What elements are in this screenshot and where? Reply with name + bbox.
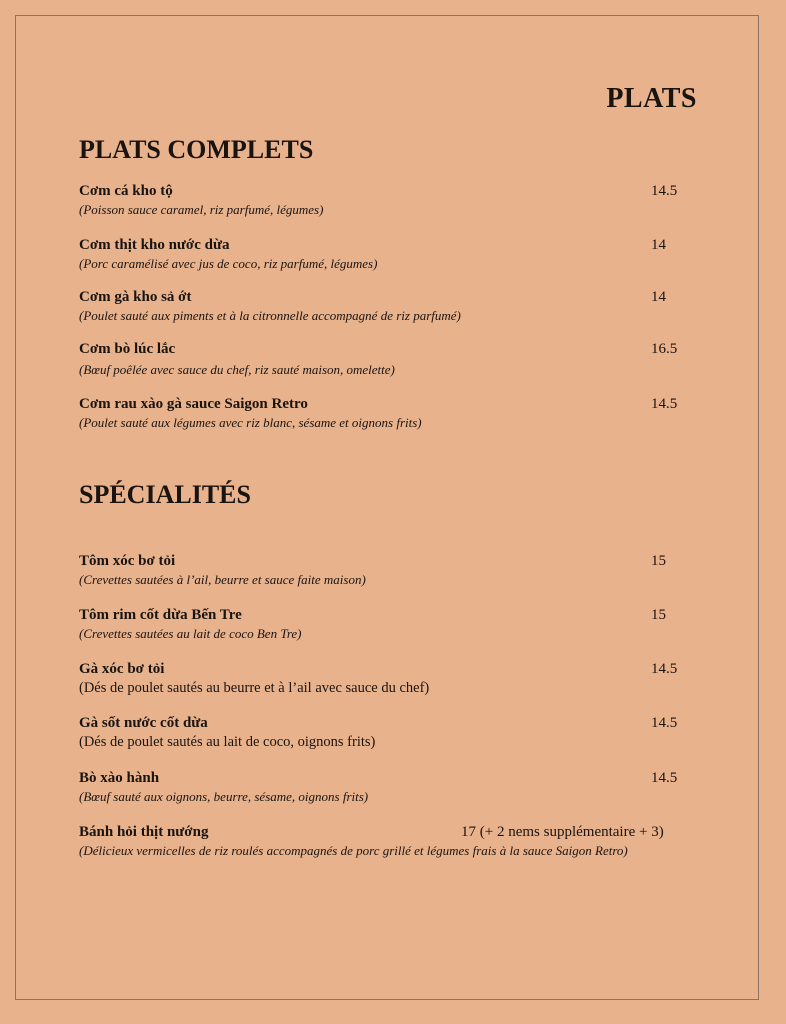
dish-price: 14.5 bbox=[651, 770, 678, 786]
dish-description: (Dés de poulet sautés au lait de coco, oignons frits) bbox=[79, 734, 376, 750]
dish-price: 14 bbox=[651, 289, 666, 305]
dish-name: Bánh hỏi thịt nướng bbox=[79, 824, 209, 840]
dish-description: (Dés de poulet sautés au beurre et à l’ail avec sauce du chef) bbox=[79, 680, 430, 696]
dish-name: Cơm thịt kho nước dừa bbox=[79, 237, 230, 253]
menu-item bbox=[79, 236, 704, 273]
menu-item bbox=[79, 660, 704, 697]
dish-description: (Poisson sauce caramel, riz parfumé, légumes) bbox=[79, 202, 324, 217]
dish-name: Tôm rim cốt dừa Bến Tre bbox=[79, 607, 242, 623]
menu-item bbox=[79, 288, 704, 325]
dish-name: Cơm bò lúc lắc bbox=[79, 341, 176, 357]
dish-name: Cơm cá kho tộ bbox=[79, 183, 173, 199]
dish-price: 14 bbox=[651, 237, 666, 253]
menu-item bbox=[79, 340, 704, 379]
dish-description: (Poulet sauté aux piments et à la citronnelle accompagné de riz parfumé) bbox=[79, 308, 461, 323]
dish-price: 16.5 bbox=[651, 341, 678, 357]
dish-name: Tôm xóc bơ tỏi bbox=[79, 553, 176, 569]
page-title: PLATS bbox=[606, 83, 697, 114]
dish-description: (Bœuf sauté aux oignons, beurre, sésame, oignons frits) bbox=[79, 789, 369, 804]
dish-description: (Bœuf poêlée avec sauce du chef, riz sauté maison, omelette) bbox=[79, 362, 395, 377]
dish-price: 14.5 bbox=[651, 183, 678, 199]
dish-description: (Délicieux vermicelles de riz roulés accompagnés de porc grillé et légumes frais à la sauce Saigon Retro) bbox=[79, 843, 628, 858]
dish-price: 15 bbox=[651, 553, 666, 569]
dish-price: 14.5 bbox=[651, 396, 678, 412]
menu-item bbox=[79, 823, 704, 860]
menu-item bbox=[79, 395, 704, 432]
dish-name: Cơm gà kho sả ớt bbox=[79, 289, 192, 305]
dish-price: 14.5 bbox=[651, 661, 678, 677]
dish-name: Cơm rau xào gà sauce Saigon Retro bbox=[79, 396, 308, 412]
section-title-plats-complets: PLATS COMPLETS bbox=[79, 135, 314, 164]
menu-item bbox=[79, 714, 704, 751]
menu-item bbox=[79, 182, 704, 219]
dish-price: 17 (+ 2 nems supplémentaire + 3) bbox=[461, 824, 664, 840]
dish-description: (Crevettes sautées à l’ail, beurre et sauce faite maison) bbox=[79, 572, 366, 587]
dish-description: (Porc caramélisé avec jus de coco, riz parfumé, légumes) bbox=[79, 256, 378, 271]
dish-price: 14.5 bbox=[651, 715, 678, 731]
dish-description: (Crevettes sautées au lait de coco Ben Tre) bbox=[79, 626, 302, 641]
menu-item bbox=[79, 552, 704, 589]
section-title-specialites: SPÉCIALITÉS bbox=[79, 480, 251, 509]
menu-item bbox=[79, 769, 704, 806]
dish-price: 15 bbox=[651, 607, 666, 623]
dish-name: Gà xóc bơ tỏi bbox=[79, 661, 165, 677]
dish-name: Gà sốt nước cốt dừa bbox=[79, 715, 208, 731]
menu-item bbox=[79, 606, 704, 643]
dish-description: (Poulet sauté aux légumes avec riz blanc, sésame et oignons frits) bbox=[79, 415, 422, 430]
dish-name: Bò xào hành bbox=[79, 770, 160, 786]
